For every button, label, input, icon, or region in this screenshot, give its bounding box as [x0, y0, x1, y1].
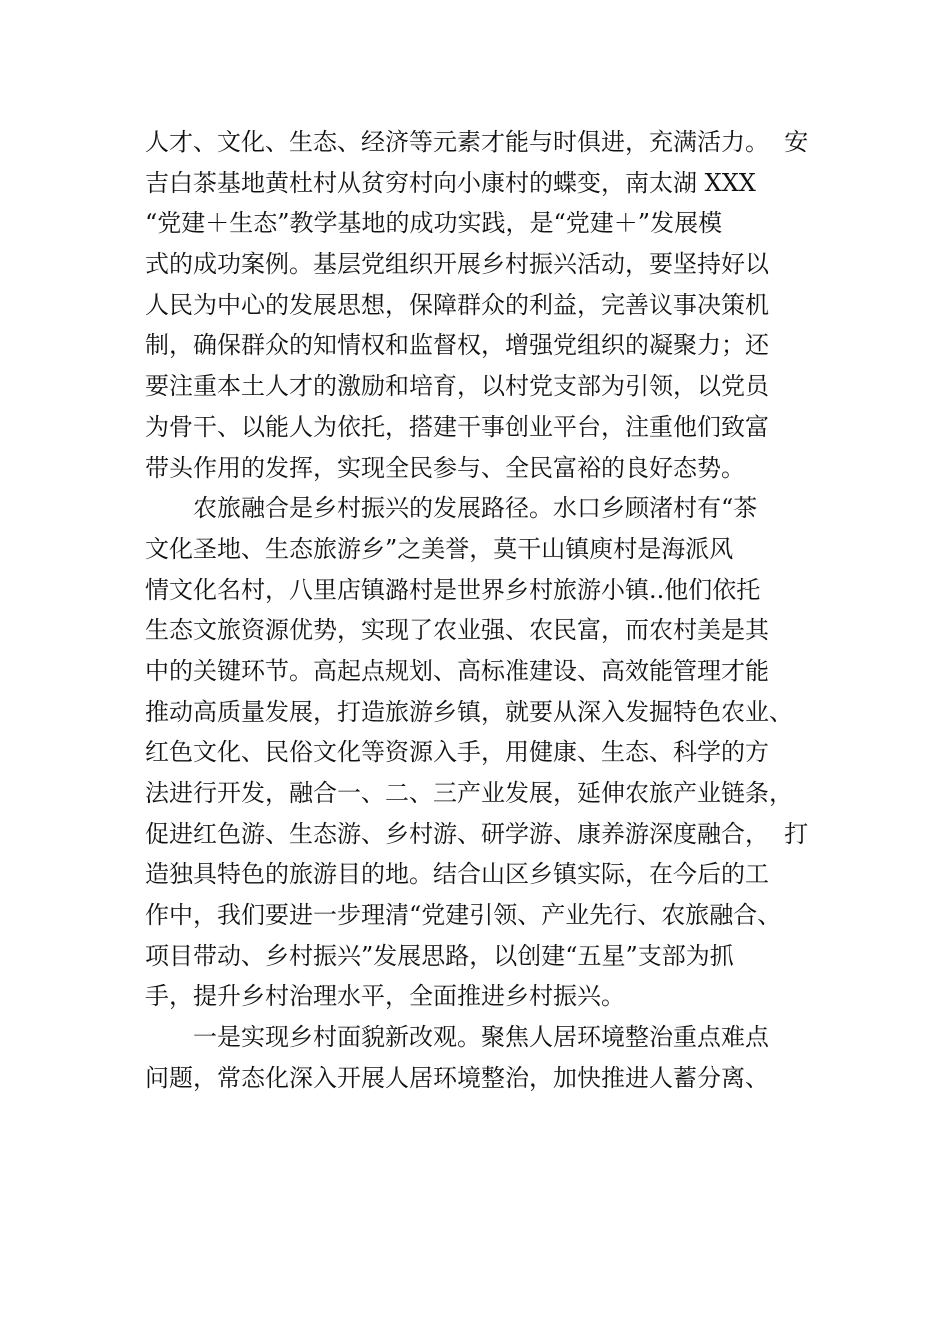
text-line: 要注重本土人才的激励和培育，以村党支部为引领，以党员 — [145, 372, 769, 401]
text-line: 法进行开发，融合一、二、三产业发展，延伸农旅产业链条， — [145, 779, 793, 807]
text-line: 文化圣地、生态旅游乡”之美誉，莫干山镇庾村是海派风 — [145, 534, 734, 563]
text-line: 作中，我们要进一步理清“党建引领、产业先行、农旅融合、 — [145, 901, 782, 930]
text-line: 吉白茶基地黄杜村从贫穷村向小康村的蝶变，南太湖 XXX — [145, 168, 756, 197]
text-line: 式的成功案例。基层党组织开展乡村振兴活动，要坚持好以 — [145, 250, 769, 279]
text-line: 生态文旅资源优势，实现了农业强、农民富，而农村美是其 — [145, 616, 769, 645]
text-line: 中的关键环节。高起点规划、高标准建设、高效能管理才能 — [145, 656, 769, 685]
paragraph-start-line: 一是实现乡村面貌新改观。聚焦人居环境整治重点难点 — [193, 1023, 769, 1052]
text-line: 人才、文化、生态、经济等元素才能与时俱进，充满活力。 安 — [145, 128, 809, 156]
body-text — [145, 122, 825, 1099]
text-line: 红色文化、民俗文化等资源入手，用健康、生态、科学的方 — [145, 738, 769, 767]
text-line: 带头作用的发挥，实现全民参与、全民富裕的良好态势。 — [145, 453, 745, 482]
text-line: 情文化名村，八里店镇潞村是世界乡村旅游小镇..他们依托 — [145, 575, 761, 604]
text-line: 为骨干、以能人为依托，搭建干事创业平台，注重他们致富 — [145, 412, 769, 441]
text-line: “党建＋生态”教学基地的成功实践，是“党建＋”发展模 — [145, 209, 723, 238]
text-line: 造独具特色的旅游目的地。结合山区乡镇实际，在今后的工 — [145, 860, 769, 889]
text-line: 人民为中心的发展思想，保障群众的利益，完善议事决策机 — [145, 290, 769, 319]
text-line: 促进红色游、生态游、乡村游、研学游、康养游深度融合， 打 — [145, 819, 809, 848]
text-line: 项目带动、乡村振兴”发展思路，以创建“五星”支部为抓 — [145, 941, 734, 970]
text-line: 问题，常态化深入开展人居环境整治，加快推进人蓄分离、 — [145, 1063, 769, 1092]
text-line: 推动高质量发展，打造旅游乡镇，就要从深入发掘特色农业、 — [145, 697, 793, 726]
paragraph-start-line: 农旅融合是乡村振兴的发展路径。水口乡顾渚村有“茶 — [193, 494, 758, 523]
text-line: 制，确保群众的知情权和监督权，增强党组织的凝聚力；还 — [145, 331, 769, 360]
text-line: 手，提升乡村治理水平，全面推进乡村振兴。 — [145, 982, 625, 1011]
